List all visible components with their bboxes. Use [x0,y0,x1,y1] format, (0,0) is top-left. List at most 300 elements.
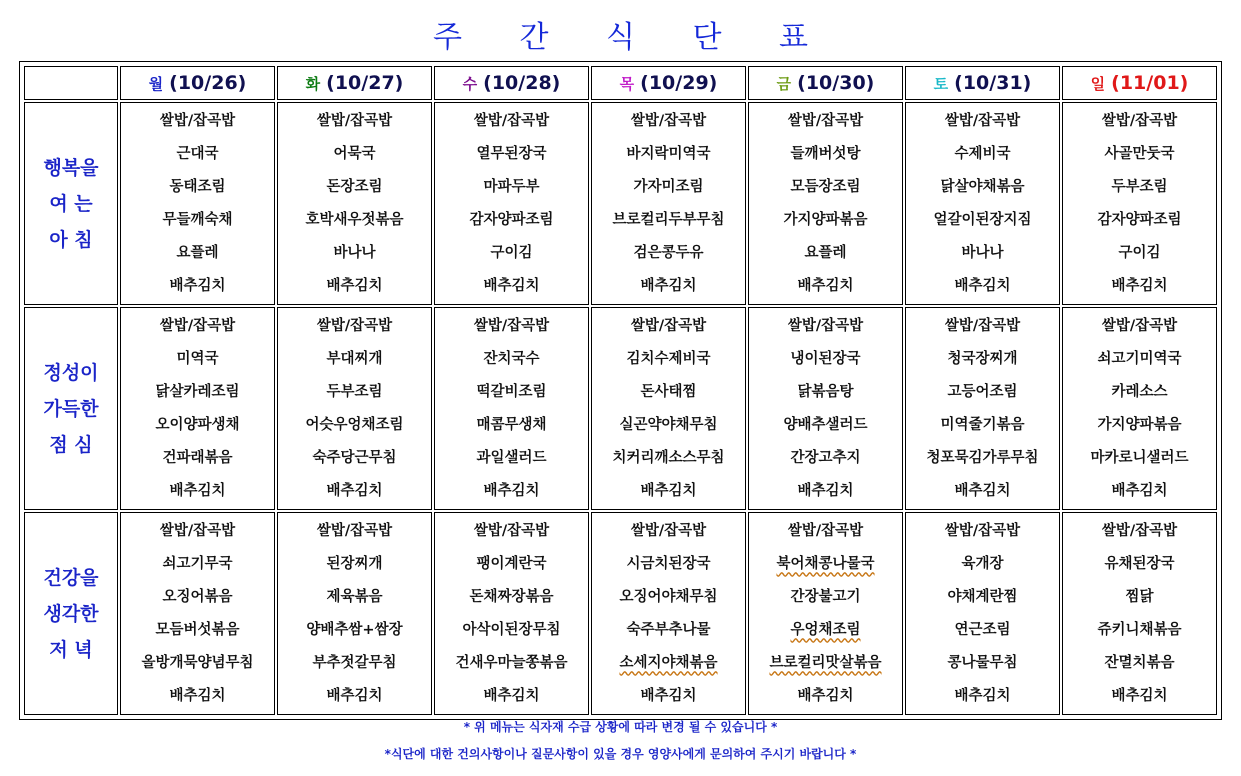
menu-item-text: 쌀밥/잡곡밥 [159,112,236,129]
menu-item [435,581,588,614]
menu-item [435,376,588,409]
menu-item [749,475,902,508]
menu-item-text: 배추김치 [954,482,1011,499]
menu-item-text: 바나나 [333,244,376,261]
menu-item-text: 배추김치 [326,687,383,704]
menu-item-text: 양배추샐러드 [783,416,868,433]
menu-item-text: 가자미조림 [633,178,704,195]
menu-item-text: 배추김치 [640,687,697,704]
menu-item-text: 쌀밥/잡곡밥 [1101,317,1178,334]
meal-row [24,307,1217,510]
menu-item [1063,548,1216,581]
menu-item [906,680,1059,713]
menu-item [278,442,431,475]
menu-item-text: 양배추쌈+쌈장 [306,621,403,638]
menu-cell [434,102,589,305]
menu-item-text: 가지양파볶음 [783,211,868,228]
menu-item-text: 감자양파조림 [469,211,554,228]
day-date: (10/31) [954,72,1032,94]
menu-item-text: 배추김치 [797,277,854,294]
day-header [120,66,275,100]
menu-item-text: 잔멸치볶음 [1104,654,1175,671]
day-header [591,66,746,100]
menu-item-text: 치커리깨소스무침 [612,449,725,466]
menu-item [749,409,902,442]
menu-item-text: 돈채짜장볶음 [469,588,554,605]
menu-item-text: 마카로니샐러드 [1090,449,1189,466]
menu-item [906,475,1059,508]
menu-item [121,376,274,409]
menu-cell [277,102,432,305]
menu-item [278,343,431,376]
menu-item-text: 콩나물무침 [947,654,1018,671]
menu-item [592,680,745,713]
menu-item [278,105,431,138]
menu-item-text: 쌀밥/잡곡밥 [944,317,1021,334]
menu-item-text: 배추김치 [1111,482,1168,499]
menu-item-text: 김치수제비국 [626,350,711,367]
menu-item-text: 가지양파볶음 [1097,416,1182,433]
menu-item-text: 무들깨숙채 [162,211,233,228]
menu-item-text: 간장불고기 [790,588,861,605]
menu-item-text: 연근조림 [954,621,1011,638]
menu-item-text: 숙주부추나물 [626,621,711,638]
menu-item-text: 쌀밥/잡곡밥 [473,112,550,129]
menu-item [906,171,1059,204]
menu-item [906,515,1059,548]
menu-item-text: 미역줄기볶음 [940,416,1025,433]
menu-item-text: 제육볶음 [326,588,383,605]
menu-item [1063,237,1216,270]
menu-item [592,171,745,204]
menu-item [1063,581,1216,614]
menu-cell [434,307,589,510]
menu-item [1063,442,1216,475]
menu-item-text: 북어채콩나물국 [776,555,875,572]
menu-item [592,548,745,581]
menu-item [592,475,745,508]
menu-item-text: 찜닭 [1125,588,1154,605]
menu-item-text: 쌀밥/잡곡밥 [159,522,236,539]
menu-item-text: 모듬장조림 [790,178,861,195]
menu-item [1063,343,1216,376]
menu-item-text: 된장찌개 [326,555,383,572]
day-header [1062,66,1217,100]
menu-item [592,614,745,647]
menu-item-text: 닭살카레조림 [155,383,240,400]
menu-item-text: 건새우마늘쫑볶음 [455,654,568,671]
menu-item-text: 아삭이된장무침 [462,621,561,638]
menu-item [749,204,902,237]
menu-item [435,105,588,138]
menu-item [592,376,745,409]
menu-item [278,376,431,409]
menu-cell [591,307,746,510]
menu-item-text: 쌀밥/잡곡밥 [630,522,707,539]
menu-item-text: 유채된장국 [1104,555,1175,572]
menu-item [121,237,274,270]
menu-item [435,270,588,303]
menu-item-text: 돈사태찜 [640,383,697,400]
menu-item [435,138,588,171]
menu-item [278,581,431,614]
menu-item-text: 호박새우젓볶음 [305,211,404,228]
menu-item [749,138,902,171]
menu-item [1063,270,1216,303]
menu-item-text: 배추김치 [1111,277,1168,294]
menu-item-text: 카레소스 [1111,383,1168,400]
menu-cell [1062,307,1217,510]
menu-item [906,270,1059,303]
header-corner-cell [24,66,118,100]
menu-item-text: 열무된장국 [476,145,547,162]
weekday-icon: 화 [305,75,321,93]
menu-item-text: 쌀밥/잡곡밥 [787,317,864,334]
menu-item [278,475,431,508]
menu-item [749,237,902,270]
menu-item-text: 쌀밥/잡곡밥 [316,522,393,539]
menu-item [121,548,274,581]
menu-item [1063,614,1216,647]
menu-item-text: 배추김치 [483,482,540,499]
menu-item [278,138,431,171]
menu-item [592,105,745,138]
day-date: (10/26) [169,72,247,94]
menu-item [749,343,902,376]
menu-item-text: 오징어볶음 [162,588,233,605]
menu-item [906,647,1059,680]
menu-item-text: 육개장 [961,555,1004,572]
menu-item-text: 고등어조림 [947,383,1018,400]
menu-item [906,581,1059,614]
day-header [905,66,1060,100]
menu-item-text: 소세지야채볶음 [619,654,718,671]
menu-item [121,270,274,303]
menu-item-text: 실곤약야채무침 [619,416,718,433]
menu-item-text: 팽이계란국 [476,555,547,572]
menu-item [278,548,431,581]
menu-item [121,475,274,508]
menu-cell [1062,102,1217,305]
notice-menu-change: * 위 메뉴는 식자재 수급 상황에 따라 변경 될 수 있습니다 * [463,720,778,734]
menu-item [906,105,1059,138]
menu-item-text: 매콤무생채 [476,416,547,433]
menu-item-text: 닭볶음탕 [797,383,854,400]
menu-item-text: 배추김치 [169,277,226,294]
menu-item [592,204,745,237]
menu-item [749,548,902,581]
menu-item-text: 오이양파생채 [155,416,240,433]
menu-item-text: 마파두부 [483,178,540,195]
menu-item-text: 검은콩두유 [633,244,704,261]
menu-item-text: 배추김치 [1111,687,1168,704]
day-date: (10/27) [326,72,404,94]
menu-item [435,409,588,442]
menu-item [749,442,902,475]
menu-item-text: 근대국 [176,145,219,162]
menu-cell [748,102,903,305]
menu-item [435,548,588,581]
menu-item [278,515,431,548]
menu-item [278,270,431,303]
menu-item-text: 쌀밥/잡곡밥 [630,317,707,334]
menu-item [121,171,274,204]
menu-item-text: 배추김치 [169,687,226,704]
menu-item-text: 배추김치 [640,482,697,499]
menu-item [121,581,274,614]
menu-item [592,138,745,171]
weekday-icon: 수 [462,75,478,93]
menu-item [592,515,745,548]
day-date: (10/28) [483,72,561,94]
menu-item [435,647,588,680]
menu-item-text: 얼갈이된장지짐 [933,211,1032,228]
day-header-row [24,66,1217,100]
menu-item [278,171,431,204]
menu-item-text: 수제비국 [954,145,1011,162]
menu-item [435,171,588,204]
menu-item-text: 시금치된장국 [626,555,711,572]
menu-item [435,204,588,237]
menu-item [906,343,1059,376]
menu-item [906,204,1059,237]
menu-item [278,614,431,647]
menu-item-text: 배추김치 [954,687,1011,704]
menu-item-text: 쇠고기무국 [162,555,233,572]
menu-item-text: 청국장찌개 [947,350,1018,367]
menu-cell [1062,512,1217,715]
weekday-icon: 목 [619,75,635,93]
menu-cell [120,512,275,715]
menu-item [121,105,274,138]
menu-item-text: 쇠고기미역국 [1097,350,1182,367]
menu-cell [905,512,1060,715]
menu-item-text: 과일샐러드 [476,449,547,466]
meal-label: 행복을 여 는 아 침 [24,102,118,305]
menu-item [592,343,745,376]
menu-item-text: 건파래볶음 [162,449,233,466]
menu-item-text: 배추김치 [483,687,540,704]
menu-item [592,409,745,442]
menu-item [435,680,588,713]
menu-item [1063,376,1216,409]
weekly-menu-frame [19,61,1222,720]
menu-item [435,237,588,270]
menu-item-text: 감자양파조림 [1097,211,1182,228]
menu-item-text: 쌀밥/잡곡밥 [1101,522,1178,539]
menu-item [906,310,1059,343]
menu-item-text: 부대찌개 [326,350,383,367]
menu-item-text: 쥬키니채볶음 [1097,621,1182,638]
menu-item [592,237,745,270]
menu-item [592,310,745,343]
menu-item [121,409,274,442]
menu-cell [434,512,589,715]
menu-cell [905,102,1060,305]
meal-label: 건강을 생각한 저 녁 [24,512,118,715]
menu-item-text: 쌀밥/잡곡밥 [473,522,550,539]
weekday-icon: 토 [933,75,949,93]
menu-item [749,614,902,647]
menu-item [121,138,274,171]
meal-label: 정성이 가득한 점 심 [24,307,118,510]
menu-item [435,515,588,548]
menu-item [121,204,274,237]
menu-item [749,680,902,713]
menu-item [121,442,274,475]
meal-row [24,102,1217,305]
menu-item-text: 쌀밥/잡곡밥 [787,112,864,129]
menu-item [278,680,431,713]
menu-item-text: 냉이된장국 [790,350,861,367]
menu-item-text: 배추김치 [640,277,697,294]
menu-item [906,548,1059,581]
menu-item-text: 어묵국 [333,145,376,162]
menu-item [278,237,431,270]
menu-item-text: 간장고추지 [790,449,861,466]
menu-cell [748,307,903,510]
menu-item-text: 쌀밥/잡곡밥 [473,317,550,334]
menu-cell [591,102,746,305]
menu-item-text: 배추김치 [326,482,383,499]
menu-item-text: 돈장조림 [326,178,383,195]
menu-item-text: 쌀밥/잡곡밥 [316,112,393,129]
menu-item [1063,310,1216,343]
menu-item [1063,647,1216,680]
menu-item-text: 올방개묵양념무침 [141,654,254,671]
menu-item-text: 바지락미역국 [626,145,711,162]
menu-item-text: 쌀밥/잡곡밥 [1101,112,1178,129]
menu-item [1063,409,1216,442]
menu-item-text: 들깨버섯탕 [790,145,861,162]
menu-item [1063,680,1216,713]
menu-item [906,376,1059,409]
menu-item [435,475,588,508]
day-date: (11/01) [1111,72,1189,94]
menu-item-text: 부추젓갈무침 [312,654,397,671]
meal-row [24,512,1217,715]
menu-cell [120,307,275,510]
day-date: (10/29) [640,72,718,94]
menu-item-text: 두부조림 [1111,178,1168,195]
menu-item-text: 쌀밥/잡곡밥 [316,317,393,334]
menu-item [435,343,588,376]
menu-item-text: 요플레 [176,244,219,261]
menu-cell [905,307,1060,510]
menu-item [749,310,902,343]
menu-item-text: 배추김치 [326,277,383,294]
menu-item [121,680,274,713]
menu-item [749,647,902,680]
menu-item-text: 사골만둣국 [1104,145,1175,162]
menu-item-text: 잔치국수 [483,350,540,367]
menu-item [121,647,274,680]
menu-item [435,310,588,343]
menu-item [278,204,431,237]
menu-item-text: 배추김치 [797,482,854,499]
menu-item [749,270,902,303]
menu-item-text: 숙주당근무침 [312,449,397,466]
menu-item [1063,515,1216,548]
menu-item-text: 떡갈비조림 [476,383,547,400]
menu-item-text: 쌀밥/잡곡밥 [944,112,1021,129]
day-date: (10/30) [797,72,875,94]
menu-item [749,581,902,614]
menu-item [592,442,745,475]
menu-item [278,647,431,680]
menu-item-text: 배추김치 [483,277,540,294]
menu-item [278,310,431,343]
menu-item [749,515,902,548]
menu-item [749,105,902,138]
menu-item-text: 미역국 [176,350,219,367]
menu-item [121,614,274,647]
menu-cell [277,512,432,715]
menu-item-text: 우엉채조림 [790,621,861,638]
menu-item-text: 배추김치 [797,687,854,704]
menu-item [1063,204,1216,237]
menu-item-text: 쌀밥/잡곡밥 [787,522,864,539]
weekday-icon: 금 [776,75,792,93]
menu-item-text: 배추김치 [954,277,1011,294]
menu-item [121,515,274,548]
notice-contact-dietitian: *식단에 대한 건의사항이나 질문사항이 있을 경우 영양사에게 문의하여 주시기 바랍니다 * [384,747,857,761]
menu-item-text: 쌀밥/잡곡밥 [630,112,707,129]
menu-item [592,647,745,680]
menu-item [1063,475,1216,508]
menu-item [592,270,745,303]
menu-item-text: 청포묵김가루무침 [926,449,1039,466]
menu-item-text: 배추김치 [169,482,226,499]
menu-item [906,138,1059,171]
weekday-icon: 일 [1090,75,1106,93]
menu-cell [591,512,746,715]
menu-item-text: 두부조림 [326,383,383,400]
menu-item [121,343,274,376]
day-header [277,66,432,100]
menu-item [1063,138,1216,171]
menu-item [1063,105,1216,138]
menu-item-text: 바나나 [961,244,1004,261]
menu-item-text: 구이김 [1118,244,1161,261]
menu-item [906,614,1059,647]
menu-item-text: 닭살야채볶음 [940,178,1025,195]
weekly-menu-table [22,64,1219,717]
menu-item [121,310,274,343]
weekday-icon: 월 [148,75,164,93]
menu-item [749,171,902,204]
menu-item [749,376,902,409]
menu-item-text: 브로컬리맛살볶음 [769,654,882,671]
menu-cell [748,512,903,715]
menu-item-text: 동태조림 [169,178,226,195]
menu-item-text: 구이김 [490,244,533,261]
menu-item-text: 오징어야채무침 [619,588,718,605]
menu-cell [120,102,275,305]
menu-item [906,442,1059,475]
menu-item [435,614,588,647]
menu-item-text: 쌀밥/잡곡밥 [159,317,236,334]
menu-item-text: 쌀밥/잡곡밥 [944,522,1021,539]
menu-item [592,581,745,614]
day-header [434,66,589,100]
menu-item [1063,171,1216,204]
menu-cell [277,307,432,510]
menu-item [906,409,1059,442]
menu-item [435,442,588,475]
menu-item-text: 어슷우엉채조림 [305,416,404,433]
menu-item-text: 모듬버섯볶음 [155,621,240,638]
